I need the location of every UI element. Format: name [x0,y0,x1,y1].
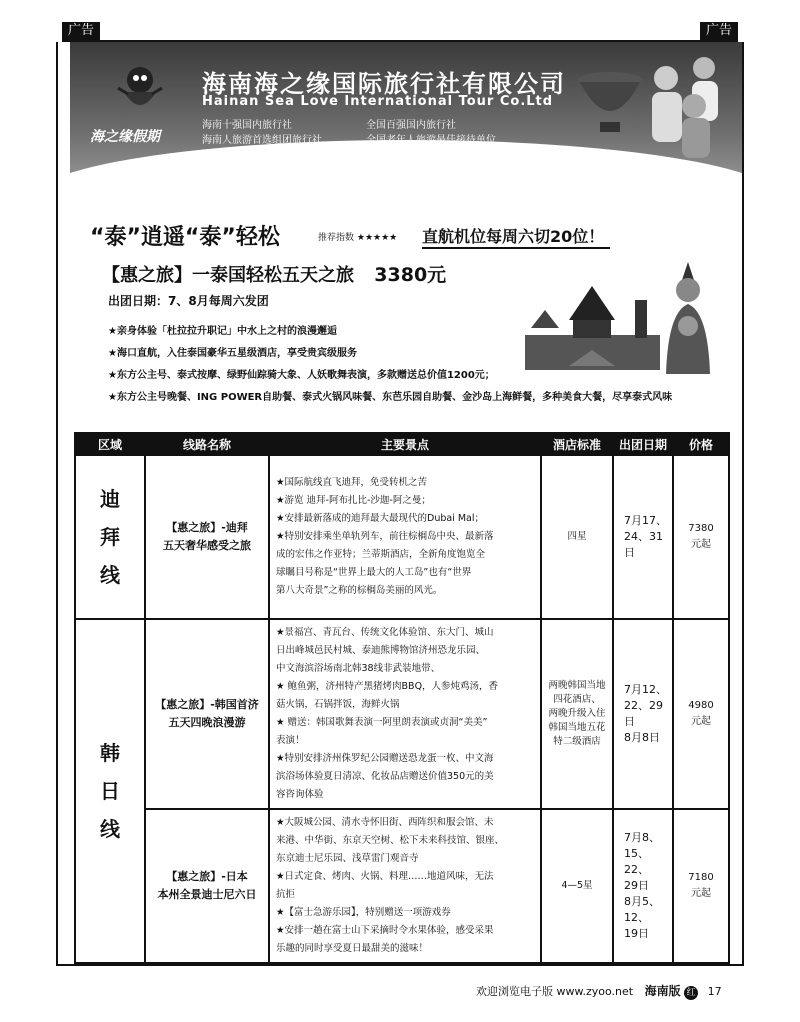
site-line: ★特别安排乘坐单轨列车，前往棕榈岛中央、最新落 [276,531,494,542]
promo-header [90,220,730,252]
honor-item: 海南人旅游首选组团旅行社 [202,135,322,146]
rating [318,230,397,243]
hotel-line: 两晚韩国当地 [548,680,606,691]
sites-dubai [269,455,541,619]
date-line: 29日 [624,879,649,892]
hotel-line: 两晚升级入住 [548,708,606,719]
site-line: ★安排最新落成的迪拜最大最现代的Dubai Mal； [276,513,485,524]
sites-japan [269,809,541,963]
promo-bullet: ★亲身体验「杜拉拉升职记」中水上之村的浪漫邂逅 [108,326,337,337]
site-line: ★ 赠送：韩国歌舞表演一阿里朗表演或贞洞“美美” [276,717,488,728]
promo-headline: “泰”逍遥“泰”轻松 [90,225,280,250]
page-footer [476,982,722,1000]
route-line: 【惠之旅】-日本 [166,870,248,883]
site-line: ★日式定食、烤肉、火锅、料理……地道风味，无法 [276,871,494,882]
site-line: 表演！ [276,735,305,746]
price-unit: 元起 [691,716,711,727]
mascot-icon [110,58,170,118]
site-line: ★大阪城公园、清水寺怀旧街、西阵织和服会馆、未 [276,817,494,828]
promo-bullet: ★东方公主号晚餐、ING POWER自助餐、泰式火锅风味餐、东芭乐园自助餐、金沙岛上海鲜餐，多种美食大餐，尽享泰式风味 [108,392,673,403]
region-char: 日 [100,779,120,803]
col-header-sites: 主要景点 [269,433,541,455]
page-number: 17 [707,985,722,998]
route-line: 五天奢华感受之旅 [163,539,251,552]
site-line: 日出峰城邑民村城、泰迪熊博物馆济州恐龙乐园、 [276,645,486,656]
route-dubai [145,455,269,619]
honor-item: 全国百强国内旅行社 [366,120,456,131]
date-line: 7月8、 [624,831,660,844]
site-line: ★景福宫、青瓦台、传统文化体验馆、东大门、城山 [276,627,494,638]
date-line: 15、22、 [624,847,649,876]
hotel-japan: 4—5星 [541,809,613,963]
region-char: 拜 [100,525,120,549]
route-japan [145,809,269,963]
hotel-line: 四花酒店、 [553,694,601,705]
dates-korea [613,619,673,809]
col-header-price: 价格 [673,433,729,455]
site-line: ★游览 迪拜-阿布扎比-沙迦-阿之曼； [276,495,431,506]
table-header-row [75,433,729,455]
table-row [75,455,729,619]
sites-korea [269,619,541,809]
region-char: 迪 [100,487,120,511]
site-line: 乐趣的同时享受夏日最甜美的滋味！ [276,943,429,954]
site-line: ★安排一趟在富士山下采摘时令水果体验，感受采果 [276,925,494,936]
price-korea [673,619,729,809]
table-row [75,619,729,809]
brand-slogan: 海之缘假期 [90,129,160,145]
col-header-hotel: 酒店标准 [541,433,613,455]
frame-left [56,42,58,966]
promo-bullet: ★东方公主号、泰式按摩、绿野仙踪骑大象、人妖歌舞表演，多款赠送总价值1200元； [108,370,495,381]
price-unit: 元起 [691,539,711,550]
tour-table [74,432,730,964]
promo-bullet: ★海口直航，入住泰国豪华五星级酒店，享受贵宾级服务 [108,348,357,359]
honor-item: 海南十强国内旅行社 [202,120,292,131]
col-header-region: 区域 [75,433,145,455]
promo-headline-right: 直航机位每周六切20位！ [422,224,610,249]
date-line: 7月17、 [624,514,667,527]
company-banner [70,42,742,190]
company-name-en: Hainan Sea Love International Tour Co.Ltd [202,94,554,109]
rating-stars: ★★★★★ [356,233,398,243]
dates-japan [613,809,673,963]
date-line: 7月12、 [624,683,667,696]
dates-dubai [613,455,673,619]
col-header-route: 线路名称 [145,433,269,455]
region-char: 韩 [100,741,120,765]
footer-website: 欢迎浏览电子版 www.zyoo.net [476,985,634,998]
hotel-korea [541,619,613,809]
site-line: 东京迪士尼乐园、浅草雷门观音寺 [276,853,419,864]
site-line: ★国际航线直飞迪拜，免受转机之苦 [276,477,428,488]
region-dubai [75,455,145,619]
route-line: 五天四晚浪漫游 [168,716,246,729]
site-line: ★ 鲍鱼粥，济州特产黑猪烤肉BBQ，人参炖鸡汤，香 [276,681,499,692]
honor-item: 全国老年人旅游最佳接待单位 [366,135,496,146]
region-char: 线 [100,563,120,587]
temple-photo [525,280,660,370]
col-header-dates: 出团日期 [613,433,673,455]
site-line: 球瞩目号称是“世界上最大的人工岛”也有“世界 [276,567,472,578]
site-line: 菇火锅，石锅拌饭，海鲜火锅 [276,699,400,710]
price-value: 4980 [688,700,714,711]
route-line: 【惠之旅】-韩国首济 [155,698,259,711]
price-value: 7380 [688,523,714,534]
region-char: 线 [100,817,120,841]
honors-right [366,118,506,163]
family-photo [616,48,736,158]
date-line: 24、31日 [624,530,663,559]
rating-label: 推荐指数 [318,233,355,243]
hotel-dubai: 四星 [541,455,613,619]
price-dubai [673,455,729,619]
honors-left [202,118,339,163]
date-line: 8月5、12、 [624,895,660,924]
price-japan [673,809,729,963]
price-unit: 元起 [691,888,711,899]
edition-mark: 红 [684,986,698,1000]
ad-tag-right: 广告 [700,22,738,40]
honor-item: 最具影响力的海南知名旅游公司 [366,150,506,161]
frame-bottom [56,964,744,966]
company-name-cn: 海南海之缘国际旅行社有限公司 [202,70,566,98]
site-line: 第八大奇景”之称的棕榈岛美丽的风光。 [276,585,443,596]
site-line: 来港、中华街、东京天空树、松下未来科技馆、银座、 [276,835,505,846]
site-line: 容咨询体验 [276,789,324,800]
table-row [75,809,729,963]
site-line: ★特别安排济州侏罗纪公园赠送恐龙蛋一枚、中文海 [276,753,494,764]
hotel-line: 特二级酒店 [553,736,601,747]
route-korea [145,619,269,809]
thai-dancer-photo [648,262,728,374]
frame-right [742,42,744,966]
hotel-line: 韩国当地五花 [548,722,606,733]
site-line: 成的宏伟之作亚特；兰蒂斯酒店，全新角度饱览全 [276,549,486,560]
product-name: 【惠之旅】一泰国轻松五天之旅 [102,265,354,286]
site-line: 滨浴场体验夏日清凉、化妆品店赠送价值350元的美 [276,771,494,782]
site-line: 抗拒 [276,889,296,900]
route-line: 【惠之旅】-迪拜 [166,521,248,534]
departure-date: 出团日期：7、8月每周六发团 [108,294,269,308]
route-line: 本州全景迪士尼六日 [157,888,257,901]
honor-item: 海口市旅行社质量评比A级单位 [202,150,339,161]
site-line: ★【富士急游乐园】，特别赠送一项游戏券 [276,907,451,918]
date-line: 8月8日 [624,731,660,744]
product-price: 3380元 [374,264,447,286]
edition-label: 海南版 [644,984,681,998]
region-korea-japan [75,619,145,963]
ad-tag-left: 广告 [62,22,100,40]
product-title [102,260,446,287]
site-line: 中文海滨浴场南北韩38线非武装地带、 [276,663,441,674]
date-line: 22、29日 [624,699,663,728]
date-line: 19日 [624,927,649,940]
price-value: 7180 [688,872,714,883]
